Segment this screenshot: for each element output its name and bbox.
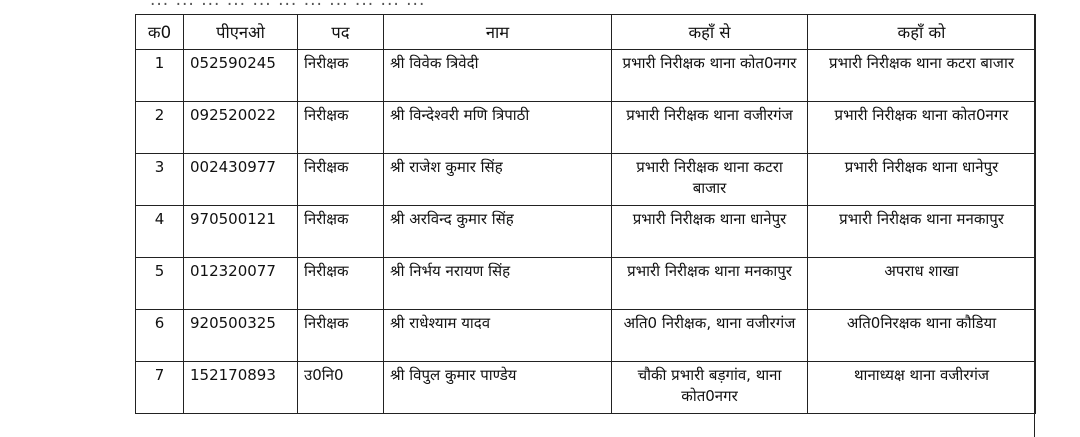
cell-name: श्री विपुल कुमार पाण्डेय (384, 362, 612, 414)
cell-name: श्री विवेक त्रिवेदी (384, 50, 612, 102)
cell-to: अति0निरक्षक थाना कौडिया (808, 310, 1036, 362)
table-row (136, 50, 1036, 102)
header-pno: पीएनओ (184, 15, 298, 50)
cell-pno: 092520022 (184, 102, 298, 154)
table-row (136, 102, 1036, 154)
cell-to: प्रभारी निरीक्षक थाना कोत0नगर (808, 102, 1036, 154)
cell-from: अति0 निरीक्षक, थाना वजीरगंज (612, 310, 808, 362)
cell-name: श्री विन्देश्वरी मणि त्रिपाठी (384, 102, 612, 154)
table-row (136, 154, 1036, 206)
transfer-table (135, 14, 1036, 414)
cell-post: निरीक्षक (298, 102, 384, 154)
cell-post: निरीक्षक (298, 310, 384, 362)
cell-pno: 920500325 (184, 310, 298, 362)
cell-name: श्री राधेश्याम यादव (384, 310, 612, 362)
header-post: पद (298, 15, 384, 50)
cell-from: प्रभारी निरीक्षक थाना कटरा बाजार (612, 154, 808, 206)
cell-serial: 1 (136, 50, 184, 102)
cell-from: चौकी प्रभारी बड़गांव, थाना कोत0नगर (612, 362, 808, 414)
cell-from: प्रभारी निरीक्षक थाना वजीरगंज (612, 102, 808, 154)
table-row (136, 362, 1036, 414)
cell-from: प्रभारी निरीक्षक थाना मनकापुर (612, 258, 808, 310)
cell-to: थानाध्यक्ष थाना वजीरगंज (808, 362, 1036, 414)
cell-post: निरीक्षक (298, 154, 384, 206)
cell-to: प्रभारी निरीक्षक थाना धानेपुर (808, 154, 1036, 206)
cell-serial: 6 (136, 310, 184, 362)
cell-from: प्रभारी निरीक्षक थाना धानेपुर (612, 206, 808, 258)
header-serial: क0 (136, 15, 184, 50)
cell-from: प्रभारी निरीक्षक थाना कोत0नगर (612, 50, 808, 102)
cell-serial: 3 (136, 154, 184, 206)
cell-post: निरीक्षक (298, 50, 384, 102)
cell-to: प्रभारी निरीक्षक थाना कटरा बाजार (808, 50, 1036, 102)
cell-serial: 5 (136, 258, 184, 310)
cell-pno: 970500121 (184, 206, 298, 258)
cell-pno: 052590245 (184, 50, 298, 102)
cell-serial: 2 (136, 102, 184, 154)
cell-post: निरीक्षक (298, 258, 384, 310)
cell-pno: 002430977 (184, 154, 298, 206)
table-row (136, 310, 1036, 362)
cell-serial: 4 (136, 206, 184, 258)
cell-serial: 7 (136, 362, 184, 414)
cell-pno: 152170893 (184, 362, 298, 414)
header-name: नाम (384, 15, 612, 50)
table-row (136, 206, 1036, 258)
cell-post: उ0नि0 (298, 362, 384, 414)
table-header-row (136, 15, 1036, 50)
table-row (136, 258, 1036, 310)
cell-post: निरीक्षक (298, 206, 384, 258)
cell-to: प्रभारी निरीक्षक थाना मनकापुर (808, 206, 1036, 258)
header-to: कहाँ को (808, 15, 1036, 50)
cell-name: श्री राजेश कुमार सिंह (384, 154, 612, 206)
cell-to: अपराध शाखा (808, 258, 1036, 310)
cell-pno: 012320077 (184, 258, 298, 310)
header-from: कहाँ से (612, 15, 808, 50)
cut-off-heading-text: ... ... ... ... ... ... ... ... ... ... ... (150, 0, 426, 10)
cell-name: श्री अरविन्द कुमार सिंह (384, 206, 612, 258)
right-border-line (1034, 14, 1035, 437)
cell-name: श्री निर्भय नरायण सिंह (384, 258, 612, 310)
